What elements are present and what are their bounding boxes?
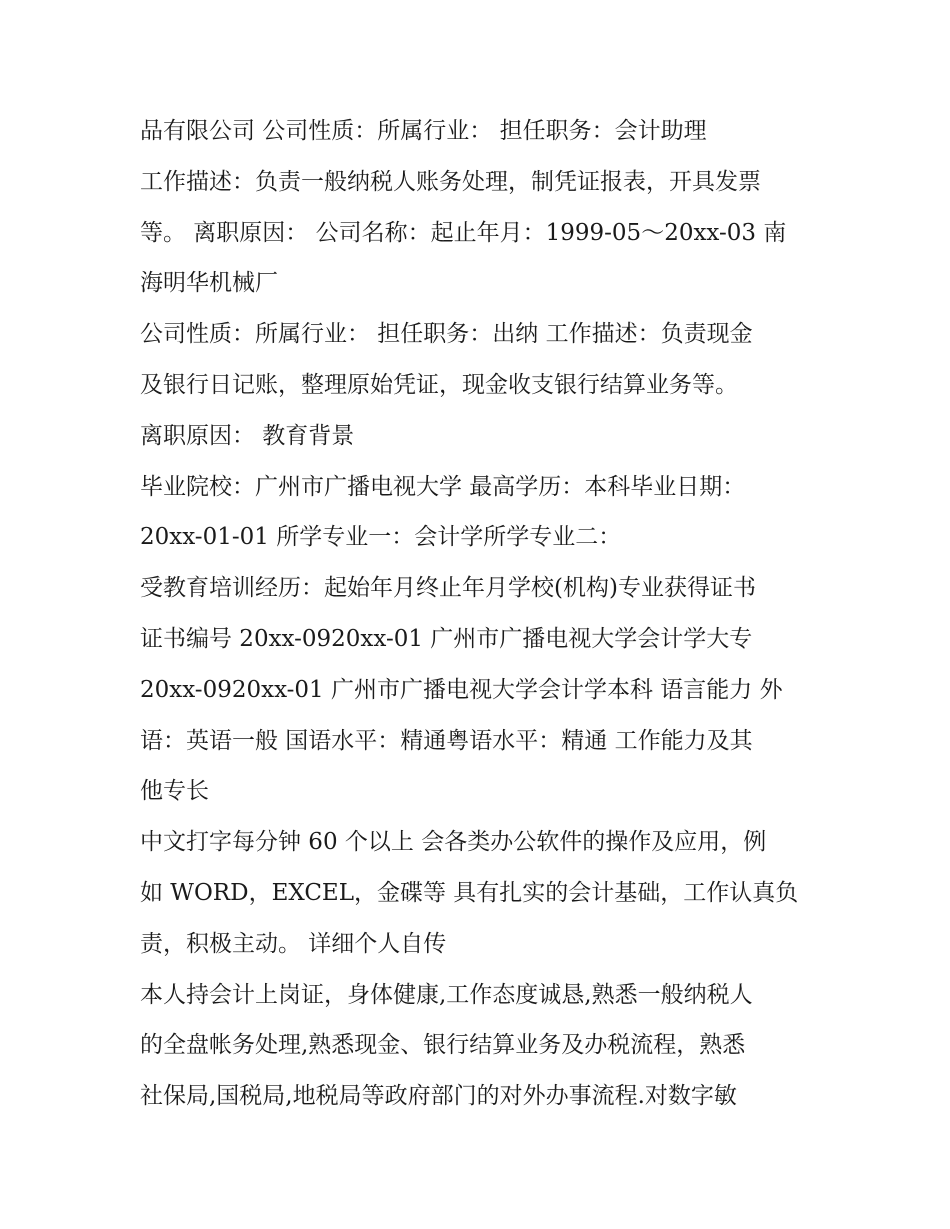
text-line-2: 工作描述：负责一般纳税人账务处理，制凭证报表，开具发票 [140,168,761,195]
text-line-15: 中文打字每分钟 60 个以上 会各类办公软件的操作及应用，例 [140,829,767,856]
text-line-12: 20xx-0920xx-01 广州市广播电视大学会计学本科 语言能力 外 [140,676,783,703]
text-line-6: 及银行日记账，整理原始凭证，现金收支银行结算业务等。 [140,371,738,398]
text-line-13: 语：英语一般 国语水平：精通粤语水平：精通 工作能力及其 [140,727,753,754]
text-line-9: 20xx-01-01 所学专业一：会计学所学专业二： [140,524,622,551]
text-line-3: 等。 离职原因： 公司名称：起止年月：1999-05～20xx-03 南 [140,219,787,246]
text-line-10: 受教育培训经历：起始年月终止年月学校(机构)专业获得证书 [140,575,756,602]
text-line-1: 品有限公司 公司性质：所属行业： 担任职务：会计助理 [140,118,707,144]
text-line-19: 的全盘帐务处理,熟悉现金、银行结算业务及办税流程，熟悉 [140,1032,746,1059]
text-line-4: 海明华机械厂 [140,270,278,297]
text-line-5: 公司性质：所属行业： 担任职务：出纳 工作描述：负责现金 [140,321,753,348]
text-line-14: 他专长 [140,778,209,805]
text-line-20: 社保局,国税局,地税局等政府部门的对外办事流程.对数字敏 [140,1083,737,1110]
text-line-16: 如 WORD，EXCEL，金碟等 具有扎实的会计基础，工作认真负 [140,879,799,906]
text-line-7: 离职原因： 教育背景 [140,422,355,449]
document-body [140,106,820,1122]
text-line-18: 本人持会计上岗证，身体健康,工作态度诚恳,熟悉一般纳税人 [140,981,753,1008]
text-line-8: 毕业院校：广州市广播电视大学 最高学历：本科毕业日期： [140,473,746,500]
text-line-17: 责，积极主动。 详细个人自传 [140,930,447,957]
text-line-11: 证书编号 20xx-0920xx-01 广州市广播电视大学会计学大专 [140,625,753,652]
